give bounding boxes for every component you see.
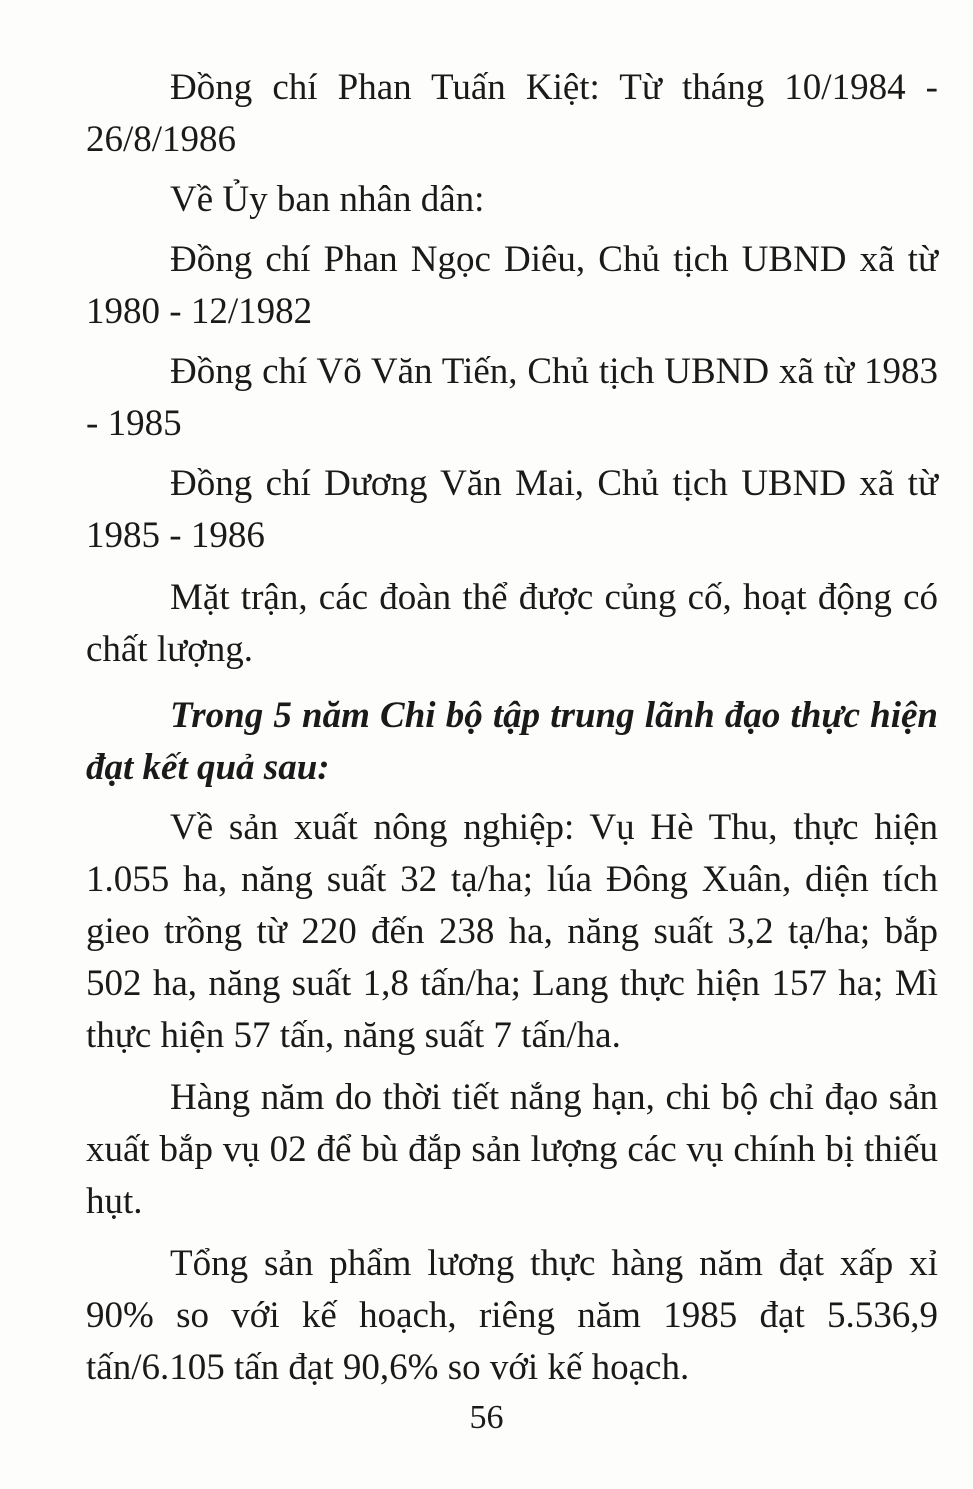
paragraph-san-xuat-nong-nghiep: Về sản xuất nông nghiệp: Vụ Hè Thu, thực hiện 1.055 ha, năng suất 32 tạ/ha; lúa Đông Xuân, diện tích gieo trồng từ 220 đến 238 ha, năng suất 3,2 tạ/ha; bắp 502 ha, năng suất 1,8 tấn/ha; Lang thực hiện 157 ha; Mì thực hiện 57 tấn, năng suất 7 tấn/ha.: [86, 807, 938, 1056]
section-heading: Trong 5 năm Chi bộ tập trung lãnh đạo thực hiện đạt kết quả sau:: [86, 695, 938, 788]
paragraph-phan-tuan-kiet: Đồng chí Phan Tuấn Kiệt: Từ tháng 10/1984 - 26/8/1986: [86, 67, 938, 160]
paragraph-tong-san-pham: Tổng sản phẩm lương thực hàng năm đạt xấp xỉ 90% so với kế hoạch, riêng năm 1985 đạt 5.536,9 tấn/6.105 tấn đạt 90,6% so với kế hoạch.: [86, 1243, 938, 1388]
page-number: 56: [469, 1399, 504, 1436]
paragraph-phan-ngoc-dieu: Đồng chí Phan Ngọc Diêu, Chủ tịch UBND xã từ 1980 - 12/1982: [86, 239, 938, 332]
paragraph-duong-van-mai: Đồng chí Dương Văn Mai, Chủ tịch UBND xã từ 1985 - 1986: [86, 463, 938, 556]
paragraph-thoi-tiet: Hàng năm do thời tiết nắng hạn, chi bộ chỉ đạo sản xuất bắp vụ 02 để bù đắp sản lượng các vụ chính bị thiếu hụt.: [86, 1077, 938, 1222]
paragraph-vo-van-tien: Đồng chí Võ Văn Tiến, Chủ tịch UBND xã từ 1983 - 1985: [86, 351, 938, 444]
paragraph-ubnd-heading: Về Ủy ban nhân dân:: [170, 179, 485, 220]
paragraph-mat-tran: Mặt trận, các đoàn thể được củng cố, hoạt động có chất lượng.: [86, 577, 938, 670]
page-body: [86, 62, 938, 1394]
